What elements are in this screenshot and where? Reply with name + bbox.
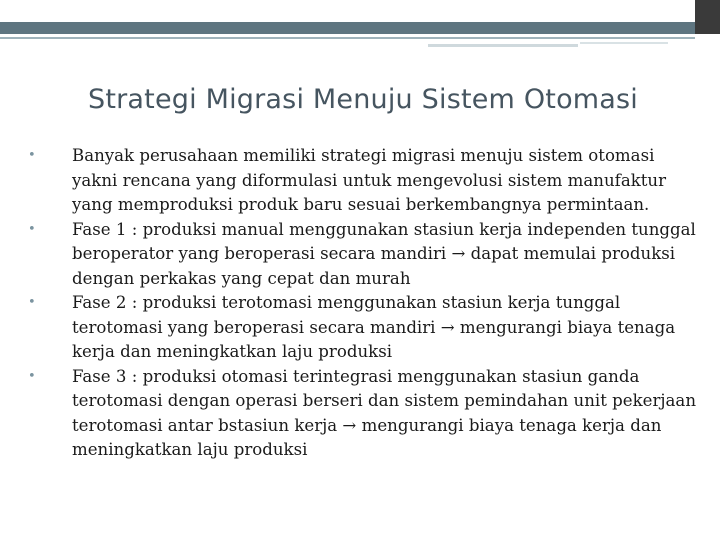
bullet-icon: • [28, 148, 36, 163]
header-band [0, 0, 720, 24]
bullet-item-2 [28, 218, 700, 292]
bullet-item-1 [28, 144, 700, 218]
header-divider-line [0, 37, 695, 39]
header-corner-block [695, 0, 720, 34]
slide-title: Strategi Migrasi Menuju Sistem Otomasi [88, 84, 639, 115]
bullet-icon: • [28, 221, 36, 237]
bullet-list [28, 144, 700, 463]
bullet-icon: • [28, 295, 36, 310]
header-accent-line [428, 44, 578, 47]
bullet-text: Fase 3 : produksi otomasi terintegrasi menggunakan stasiun ganda terotomasi dengan operasi berseri dan sistem pemindahan unit pekerjaan terotomasi antar bstasiun kerja → mengurangi biaya tenaga kerja dan meningkatkan laju produksi [72, 366, 697, 459]
bullet-text: Banyak perusahaan memiliki strategi migrasi menuju sistem otomasi yakni rencana yang diformulasi untuk mengevolusi sistem manufaktur yang memproduksi produk baru sesuai berkembangnya permintaan. [72, 146, 667, 214]
bullet-item-3 [28, 291, 700, 365]
bullet-text: Fase 2 : produksi terotomasi menggunakan stasiun kerja tunggal terotomasi yang beroperasi secara mandiri → mengurangi biaya tenaga kerja dan meningkatkan laju produksi [72, 293, 676, 361]
bullet-item-4 [28, 365, 700, 463]
header-accent-line-2 [580, 42, 668, 44]
bullet-icon: • [28, 368, 36, 384]
bullet-text: Fase 1 : produksi manual menggunakan stasiun kerja independen tunggal beroperator yang beroperasi secara mandiri → dapat memulai produksi dengan perkakas yang cepat dan murah [72, 219, 696, 288]
header-bar [0, 22, 695, 34]
